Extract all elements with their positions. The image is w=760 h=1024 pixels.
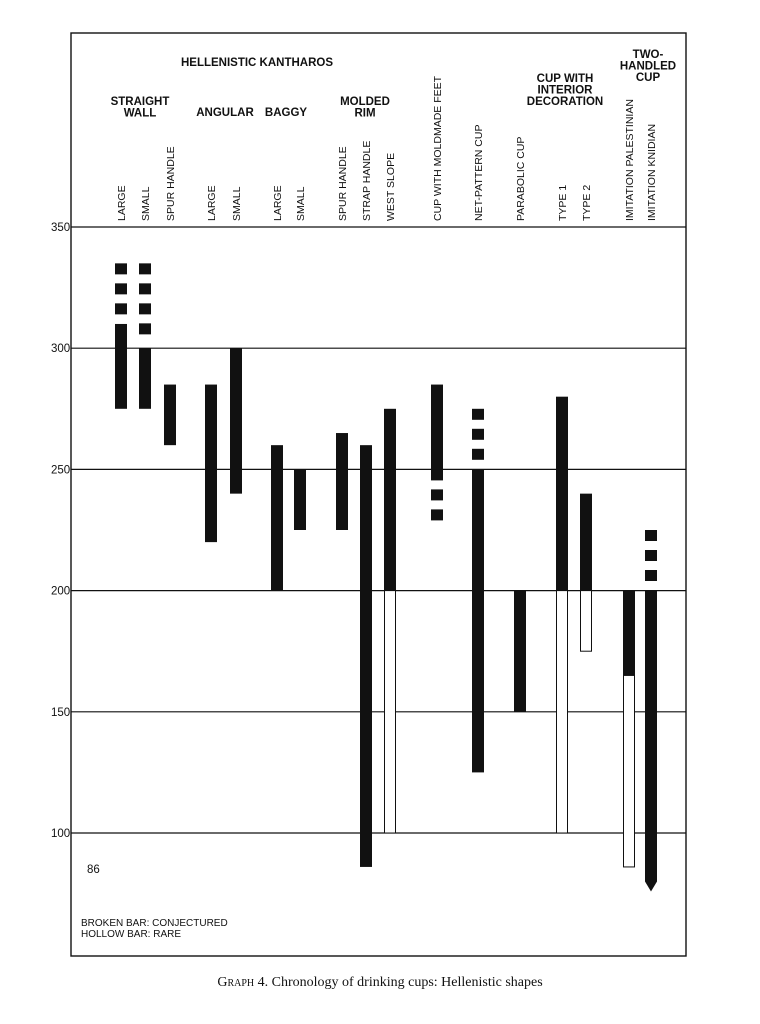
bar-0-seg-0-dash-1 bbox=[115, 283, 127, 294]
column-label-8: STRAP HANDLE bbox=[361, 140, 373, 221]
column-label-0: LARGE bbox=[116, 185, 128, 221]
y-tick-label-350: 350 bbox=[51, 222, 71, 234]
bar-10-seg-0 bbox=[431, 385, 443, 470]
bar-3-seg-0 bbox=[205, 385, 217, 543]
y-tick-label-300: 300 bbox=[51, 343, 71, 356]
bar-1-seg-0-dash-2 bbox=[139, 303, 151, 314]
group-header-1-line-1: WALL bbox=[123, 107, 157, 120]
bar-1-seg-0-dash-3 bbox=[139, 323, 151, 334]
y-tick-label-86: 86 bbox=[87, 864, 100, 876]
plot-frame bbox=[71, 33, 686, 956]
bar-16-seg-1 bbox=[645, 591, 657, 892]
group-header-5-line-1: INTERIOR bbox=[537, 84, 593, 97]
group-header-6-line-2: CUP bbox=[635, 72, 661, 84]
column-label-7: SPUR HANDLE bbox=[337, 146, 349, 221]
group-header-4-line-0: MOLDED bbox=[340, 96, 390, 108]
y-tick-label-250: 250 bbox=[51, 464, 71, 477]
legend-note-1: HOLLOW BAR: RARE bbox=[81, 929, 182, 940]
bar-11-seg-1 bbox=[472, 469, 484, 772]
figure-caption bbox=[0, 975, 760, 991]
bar-4-seg-0 bbox=[230, 348, 242, 493]
bar-13-seg-1 bbox=[557, 591, 568, 833]
bar-2-seg-0 bbox=[164, 385, 176, 446]
bar-16-seg-0-dash-1 bbox=[645, 550, 657, 561]
bar-9-seg-1 bbox=[385, 591, 396, 833]
y-tick-label-150: 150 bbox=[51, 706, 71, 719]
y-tick-label-200: 200 bbox=[51, 585, 71, 598]
caption-text: Chronology of drinking cups: Hellenistic shapes bbox=[271, 975, 543, 990]
column-label-2: SPUR HANDLE bbox=[165, 146, 177, 221]
group-header-2-line-0: ANGULAR bbox=[196, 107, 254, 119]
bar-9-seg-0 bbox=[384, 409, 396, 591]
bar-10-seg-1-dash-0 bbox=[431, 469, 443, 480]
bar-1-seg-1 bbox=[139, 348, 151, 409]
column-label-15: IMITATION PALESTINIAN bbox=[624, 99, 636, 221]
bar-10-seg-1-dash-1 bbox=[431, 489, 443, 500]
bar-0-seg-0-dash-2 bbox=[115, 303, 127, 314]
column-label-11: NET-PATTERN CUP bbox=[473, 124, 485, 221]
bar-10-seg-1-dash-2 bbox=[431, 509, 443, 520]
bar-0-seg-0-dash-0 bbox=[115, 263, 127, 274]
bar-16-seg-0-dash-2 bbox=[645, 570, 657, 581]
legend-note-0: BROKEN BAR: CONJECTURED bbox=[81, 918, 228, 929]
y-tick-label-100: 100 bbox=[51, 828, 71, 840]
bar-11-seg-0-dash-2 bbox=[472, 449, 484, 460]
column-label-3: LARGE bbox=[206, 185, 218, 221]
bar-6-seg-0 bbox=[294, 469, 306, 530]
group-header-0-line-0: HELLENISTIC KANTHAROS bbox=[180, 57, 334, 69]
column-label-13: TYPE 1 bbox=[557, 184, 569, 221]
bar-0-seg-1 bbox=[115, 324, 127, 409]
group-header-5-line-2: DECORATION bbox=[526, 96, 604, 108]
bar-1-seg-0-dash-0 bbox=[139, 263, 151, 274]
column-label-1: SMALL bbox=[140, 186, 152, 221]
bar-14-seg-1 bbox=[581, 591, 592, 652]
column-label-12: PARABOLIC CUP bbox=[515, 136, 527, 221]
bar-11-seg-0-dash-1 bbox=[472, 429, 484, 440]
column-label-9: WEST SLOPE bbox=[385, 152, 397, 221]
column-label-5: LARGE bbox=[272, 185, 284, 221]
column-label-4: SMALL bbox=[231, 186, 243, 221]
bar-5-seg-0 bbox=[271, 445, 283, 590]
column-label-14: TYPE 2 bbox=[581, 184, 593, 221]
bar-11-seg-0-dash-0 bbox=[472, 409, 484, 420]
group-header-3-line-0: BAGGY bbox=[264, 107, 308, 119]
bar-8-seg-0 bbox=[360, 445, 372, 867]
group-header-1-line-0: STRAIGHT bbox=[110, 96, 170, 108]
bar-14-seg-0 bbox=[580, 494, 592, 591]
group-header-4-line-1: RIM bbox=[354, 107, 376, 120]
bar-15-seg-0 bbox=[623, 591, 635, 676]
group-header-6-line-1: HANDLED bbox=[619, 60, 677, 73]
bar-7-seg-0 bbox=[336, 433, 348, 530]
group-header-5-line-0: CUP WITH bbox=[536, 73, 594, 85]
column-label-6: SMALL bbox=[295, 186, 307, 221]
bar-15-seg-1 bbox=[624, 675, 635, 866]
bar-12-seg-0 bbox=[514, 591, 526, 712]
bar-13-seg-0 bbox=[556, 397, 568, 591]
caption-label: Graph 4. bbox=[217, 975, 269, 990]
column-label-16: IMITATION KNIDIAN bbox=[646, 123, 658, 221]
column-label-10: CUP WITH MOLDMADE FEET bbox=[432, 75, 444, 221]
bar-16-seg-0-dash-0 bbox=[645, 530, 657, 541]
bar-1-seg-0-dash-1 bbox=[139, 283, 151, 294]
group-header-6-line-0: TWO- bbox=[632, 49, 664, 61]
